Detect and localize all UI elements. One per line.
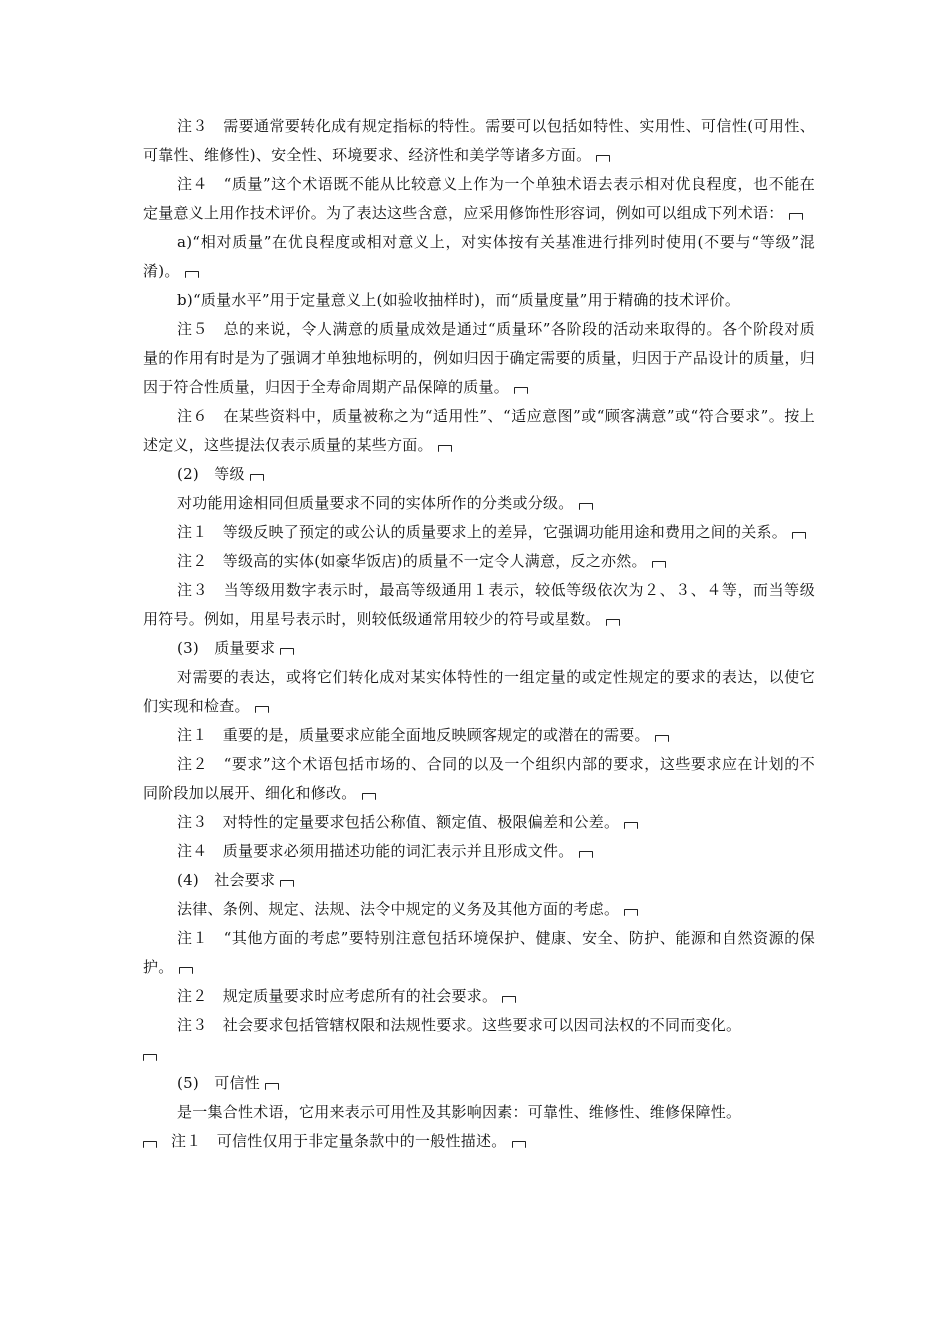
note-paragraph [143, 402, 815, 460]
paragraph-mark-icon [512, 1141, 526, 1148]
paragraph-text: 注１ 可信性仅用于非定量条款中的一般性描述。 [171, 1132, 507, 1150]
paragraph-mark-icon [143, 1141, 157, 1148]
paragraph-mark-icon [265, 1083, 279, 1090]
paragraph-mark-icon [652, 561, 666, 568]
section-heading [143, 866, 815, 895]
paragraph-mark-icon [280, 880, 294, 887]
paragraph-text: 注４ 质量要求必须用描述功能的词汇表示并且形成文件。 [177, 842, 574, 860]
note-paragraph [143, 315, 815, 402]
paragraph-text: 注２ “要求”这个术语包括市场的、合同的以及一个组织内部的要求，这些要求应在计划的不同阶段加以展开、细化和修改。 [143, 755, 815, 802]
paragraph-text: 注５ 总的来说，令人满意的质量成效是通过“质量环”各阶段的活动来取得的。各个阶段对质量的作用有时是为了强调才单独地标明的，例如归因于确定需要的质量，归因于产品设计的质量，归因于符合性质量，归因于全寿命周期产品保障的质量。 [143, 320, 815, 396]
note-paragraph [143, 576, 815, 634]
note-paragraph [143, 721, 815, 750]
paragraph-text: 是一集合性术语，它用来表示可用性及其影响因素：可靠性、维修性、维修保障性。 [177, 1103, 742, 1121]
paragraph-text: 注４ “质量”这个术语既不能从比较意义上作为一个单独术语去表示相对优良程度，也不能在定量意义上用作技术评价。为了表达这些含意，应采用修饰性形容词，例如可以组成下列术语： [143, 175, 815, 222]
note-paragraph [143, 1011, 815, 1069]
note-paragraph [143, 170, 815, 228]
paragraph-text: 注２ 规定质量要求时应考虑所有的社会要求。 [177, 987, 498, 1005]
paragraph-mark-icon [280, 648, 294, 655]
definition-paragraph [143, 489, 815, 518]
paragraph-mark-icon [624, 822, 638, 829]
paragraph-mark-icon [502, 996, 516, 1003]
paragraph-text: 对功能用途相同但质量要求不同的实体所作的分类或分级。 [177, 494, 574, 512]
section-heading [143, 1069, 815, 1098]
paragraph-mark-icon [179, 967, 193, 974]
paragraph-mark-icon [255, 706, 269, 713]
paragraph-mark-icon [514, 387, 528, 394]
note-paragraph [143, 837, 815, 866]
paragraph-text: 注１ “其他方面的考虑”要特别注意包括环境保护、健康、安全、防护、能源和自然资源的保护。 [143, 929, 815, 976]
note-paragraph [143, 924, 815, 982]
note-paragraph [143, 982, 815, 1011]
note-paragraph [143, 518, 815, 547]
paragraph-text: 注３ 对特性的定量要求包括公称值、额定值、极限偏差和公差。 [177, 813, 620, 831]
paragraph-text: 注１ 重要的是，质量要求应能全面地反映顾客规定的或潜在的需要。 [177, 726, 650, 744]
paragraph-text: 对需要的表达，或将它们转化成对某实体特性的一组定量的或定性规定的要求的表达，以使它们实现和检查。 [143, 668, 815, 715]
paragraph-mark-icon [579, 851, 593, 858]
note-paragraph [143, 1127, 815, 1156]
heading-text: (3) 质量要求 [177, 639, 276, 657]
paragraph-mark-icon [143, 1054, 157, 1061]
note-paragraph [143, 808, 815, 837]
paragraph-text: 法律、条例、规定、法规、法令中规定的义务及其他方面的考虑。 [177, 900, 620, 918]
paragraph-mark-icon [606, 619, 620, 626]
section-heading [143, 634, 815, 663]
definition-paragraph [143, 1098, 815, 1127]
note-paragraph [143, 547, 815, 576]
section-heading [143, 460, 815, 489]
definition-paragraph [143, 663, 815, 721]
definition-paragraph [143, 895, 815, 924]
paragraph-text: 注１ 等级反映了预定的或公认的质量要求上的差异，它强调功能用途和费用之间的关系。 [177, 523, 788, 541]
paragraph-mark-icon [579, 503, 593, 510]
document-body [143, 112, 815, 1156]
note-paragraph [143, 112, 815, 170]
list-item [143, 228, 815, 286]
paragraph-text: 注３ 需要通常要转化成有规定指标的特性。需要可以包括如特性、实用性、可信性(可用性、可靠性、维修性)、安全性、环境要求、经济性和美学等诸多方面。 [143, 117, 815, 164]
paragraph-text: b)“质量水平”用于定量意义上(如验收抽样时)，而“质量度量”用于精确的技术评价。 [177, 291, 741, 309]
paragraph-mark-icon [250, 474, 264, 481]
paragraph-text: 注３ 社会要求包括管辖权限和法规性要求。这些要求可以因司法权的不同而变化。 [177, 1016, 742, 1034]
heading-text: (2) 等级 [177, 465, 245, 483]
paragraph-mark-icon [596, 155, 610, 162]
list-item [143, 286, 815, 315]
paragraph-mark-icon [185, 271, 199, 278]
paragraph-mark-icon [655, 735, 669, 742]
heading-text: (5) 可信性 [177, 1074, 260, 1092]
paragraph-mark-icon [789, 213, 803, 220]
paragraph-mark-icon [792, 532, 806, 539]
paragraph-text: 注６ 在某些资料中，质量被称之为“适用性”、“适应意图”或“顾客满意”或“符合要求”。按上述定义，这些提法仅表示质量的某些方面。 [143, 407, 815, 454]
paragraph-text: a)“相对质量”在优良程度或相对意义上，对实体按有关基准进行排列时使用(不要与“等级”混淆)。 [143, 233, 815, 280]
paragraph-mark-icon [624, 909, 638, 916]
heading-text: (4) 社会要求 [177, 871, 276, 889]
paragraph-text: 注３ 当等级用数字表示时，最高等级通用１表示，较低等级依次为２、３、４等，而当等级用符号。例如，用星号表示时，则较低级通常用较少的符号或星数。 [143, 581, 815, 628]
paragraph-mark-icon [362, 793, 376, 800]
note-paragraph [143, 750, 815, 808]
paragraph-mark-icon [438, 445, 452, 452]
paragraph-text: 注２ 等级高的实体(如豪华饭店)的质量不一定令人满意，反之亦然。 [177, 552, 647, 570]
